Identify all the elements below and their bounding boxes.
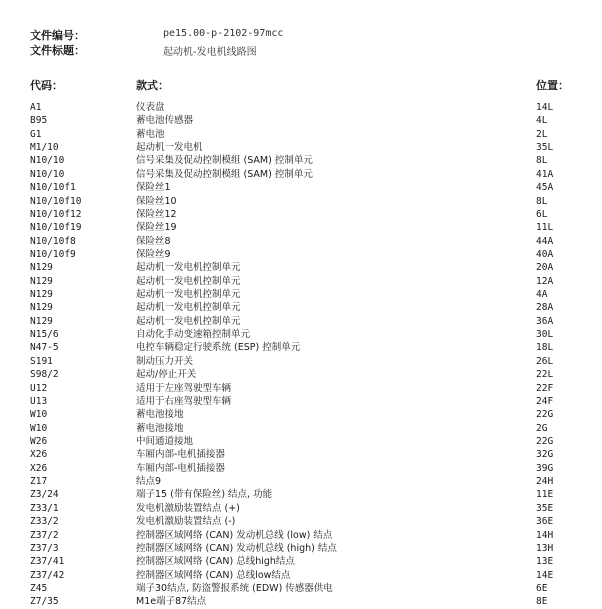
component-description: 保险丝12: [136, 208, 177, 220]
table-row: [0, 195, 602, 208]
component-position: 13H: [536, 542, 554, 554]
component-code: Z45: [30, 582, 48, 594]
component-code: U12: [30, 382, 48, 394]
component-code: N129: [30, 262, 53, 274]
component-code: Z3/24: [30, 489, 59, 501]
component-position: 24H: [536, 476, 554, 488]
component-code: Z7/35: [30, 596, 59, 608]
component-description: 蓄电池接地: [136, 409, 184, 421]
component-code: N10/10: [30, 168, 65, 180]
table-row: [0, 168, 602, 181]
component-position: 22F: [536, 382, 554, 394]
component-description: 蓄电池传感器: [136, 115, 194, 127]
component-description: 端子30结点, 防盗警报系统 (EDW) 传感器供电: [136, 582, 333, 594]
table-row: [0, 235, 602, 248]
component-position: 14H: [536, 529, 554, 541]
component-description: 结点9: [136, 476, 162, 488]
component-code: S191: [30, 355, 53, 367]
component-code: N129: [30, 289, 53, 301]
component-code: N129: [30, 302, 53, 314]
component-description: 起动机一发电机控制单元: [136, 289, 241, 301]
component-position: 13E: [536, 556, 554, 568]
component-position: 22L: [536, 369, 554, 381]
table-row: [0, 422, 602, 435]
table-row: [0, 582, 602, 595]
table-row: [0, 328, 602, 341]
table-row: [0, 569, 602, 582]
component-position: 20A: [536, 262, 554, 274]
component-description: 车厢内部-电机插接器: [136, 449, 225, 461]
component-code: X26: [30, 462, 48, 474]
component-code: W26: [30, 435, 48, 447]
component-position: 26L: [536, 355, 554, 367]
component-position: 12A: [536, 275, 554, 287]
component-description: 保险丝19: [136, 222, 177, 234]
column-header-pos: 位置：: [536, 79, 569, 92]
component-position: 45A: [536, 182, 554, 194]
component-position: 39G: [536, 462, 554, 474]
component-code: N10/10f10: [30, 195, 82, 207]
component-code: N10/10f19: [30, 222, 82, 234]
component-position: 6E: [536, 582, 548, 594]
table-row: [0, 141, 602, 154]
component-table: [0, 101, 602, 609]
component-description: 起动机一发电机控制单元: [136, 302, 241, 314]
component-code: Z17: [30, 476, 48, 488]
component-description: 保险丝10: [136, 195, 177, 207]
component-description: 蓄电池: [136, 128, 165, 140]
table-row: [0, 395, 602, 408]
component-code: Z33/2: [30, 516, 59, 528]
table-row: [0, 261, 602, 274]
component-code: N10/10f1: [30, 182, 76, 194]
component-position: 28A: [536, 302, 554, 314]
component-code: Z37/2: [30, 529, 59, 541]
table-row: [0, 154, 602, 167]
component-description: 控制器区域网络 (CAN) 总线low结点: [136, 569, 291, 581]
doc-title-label: 文件标题：: [30, 44, 85, 57]
doc-title-value: 起动机-发电机线路图: [163, 47, 257, 58]
table-row: [0, 355, 602, 368]
component-position: 36A: [536, 315, 554, 327]
table-row: [0, 128, 602, 141]
table-row: [0, 101, 602, 114]
component-code: N10/10f8: [30, 235, 76, 247]
component-position: 8E: [536, 596, 548, 608]
component-position: 6L: [536, 208, 548, 220]
table-row: [0, 529, 602, 542]
component-position: 40A: [536, 248, 554, 260]
component-description: 车厢内部-电机插接器: [136, 462, 225, 474]
component-code: S98/2: [30, 369, 59, 381]
table-row: [0, 221, 602, 234]
component-position: 4A: [536, 289, 548, 301]
component-position: 35E: [536, 502, 554, 514]
component-position: 32G: [536, 449, 554, 461]
column-header-desc: 款式：: [136, 79, 169, 92]
table-row: [0, 488, 602, 501]
component-description: 蓄电池接地: [136, 422, 184, 434]
table-row: [0, 368, 602, 381]
table-row: [0, 275, 602, 288]
table-row: [0, 462, 602, 475]
component-code: X26: [30, 449, 48, 461]
component-code: A1: [30, 102, 42, 113]
component-description: 信号采集及促动控制模组 (SAM) 控制单元: [136, 155, 313, 167]
component-position: 22G: [536, 435, 554, 447]
table-row: [0, 448, 602, 461]
table-row: [0, 542, 602, 555]
component-code: N10/10f9: [30, 248, 76, 260]
table-row: [0, 288, 602, 301]
component-code: N10/10: [30, 155, 65, 167]
component-description: 电控车辆稳定行驶系统 (ESP) 控制单元: [136, 342, 301, 354]
component-description: 起动机一发电机控制单元: [136, 315, 241, 327]
component-code: N15/6: [30, 329, 59, 341]
component-code: W10: [30, 422, 48, 434]
component-description: 适用于左座驾驶型车辆: [136, 382, 232, 394]
component-description: 制动压力开关: [136, 355, 194, 367]
component-description: 起动机一发电机控制单元: [136, 262, 241, 274]
table-row: [0, 515, 602, 528]
component-description: 中间通道接地: [136, 435, 194, 447]
component-code: N10/10f12: [30, 208, 82, 220]
component-code: N129: [30, 315, 53, 327]
component-position: 24F: [536, 395, 554, 407]
component-code: B95: [30, 115, 48, 127]
component-code: Z37/42: [30, 569, 65, 581]
component-description: 起动机一发电机控制单元: [136, 275, 241, 287]
table-row: [0, 435, 602, 448]
component-description: 自动化手动变速箱控制单元: [136, 329, 251, 341]
component-description: 控制器区域网络 (CAN) 发动机总线 (low) 结点: [136, 529, 333, 541]
component-position: 30L: [536, 329, 554, 341]
component-position: 4L: [536, 115, 548, 127]
component-position: 2L: [536, 128, 548, 140]
table-row: [0, 382, 602, 395]
component-description: 仪表盘: [136, 102, 165, 113]
component-description: 保险丝8: [136, 235, 171, 247]
component-description: 控制器区域网络 (CAN) 总线high结点: [136, 556, 295, 568]
component-code: N47-5: [30, 342, 59, 354]
doc-number-value: pe15.00-p-2102-97mcc: [163, 28, 284, 39]
component-code: Z37/3: [30, 542, 59, 554]
table-row: [0, 301, 602, 314]
component-position: 41A: [536, 168, 554, 180]
component-position: 14E: [536, 569, 554, 581]
component-position: 14L: [536, 102, 554, 113]
table-row: [0, 341, 602, 354]
component-description: 起动机一发电机: [136, 142, 203, 154]
component-position: 2G: [536, 422, 548, 434]
component-description: 适用于右座驾驶型车辆: [136, 395, 232, 407]
table-row: [0, 114, 602, 127]
table-row: [0, 181, 602, 194]
component-position: 35L: [536, 142, 554, 154]
table-row: [0, 555, 602, 568]
component-code: Z37/41: [30, 556, 65, 568]
component-position: 18L: [536, 342, 554, 354]
component-description: 保险丝9: [136, 248, 171, 260]
column-header-code: 代码：: [30, 79, 63, 92]
component-code: M1/10: [30, 142, 59, 154]
component-description: 起动/停止开关: [136, 369, 197, 381]
component-position: 8L: [536, 155, 548, 167]
component-code: G1: [30, 128, 42, 140]
table-row: [0, 475, 602, 488]
table-row: [0, 208, 602, 221]
component-position: 22G: [536, 409, 554, 421]
component-position: 8L: [536, 195, 548, 207]
component-position: 11L: [536, 222, 554, 234]
component-position: 11E: [536, 489, 554, 501]
component-code: U13: [30, 395, 48, 407]
table-row: [0, 248, 602, 261]
component-code: N129: [30, 275, 53, 287]
component-description: 信号采集及促动控制模组 (SAM) 控制单元: [136, 168, 313, 180]
component-description: 控制器区域网络 (CAN) 发动机总线 (high) 结点: [136, 542, 337, 554]
component-position: 44A: [536, 235, 554, 247]
component-code: W10: [30, 409, 48, 421]
component-position: 36E: [536, 516, 554, 528]
table-row: [0, 315, 602, 328]
component-code: Z33/1: [30, 502, 59, 514]
component-description: M1e端子87结点: [136, 596, 207, 608]
doc-number-label: 文件编号：: [30, 29, 85, 42]
component-description: 端子15 (带有保险丝) 结点, 功能: [136, 489, 273, 501]
table-row: [0, 502, 602, 515]
component-description: 发电机激励装置结点 (+): [136, 502, 240, 514]
component-description: 保险丝1: [136, 182, 171, 194]
table-row: [0, 408, 602, 421]
component-description: 发电机激励装置结点 (-): [136, 516, 236, 528]
table-row: [0, 595, 602, 608]
